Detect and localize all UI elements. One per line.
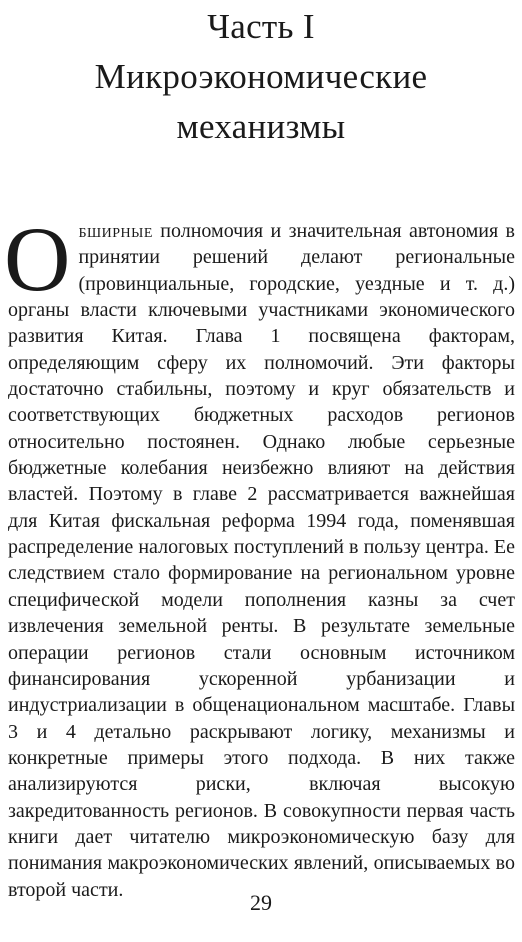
part-number: Часть I — [207, 7, 315, 46]
body-text: полномочия и значительная автономия в принятии решений делают региональные (провинциальные, городские, уездные и т. д.) органы власти ключевыми участниками экономического развития Китая. Глава 1 посвящена факторам, определяющим сферу их полномочий. Эти факторы достаточно стабильны, поэтому и круг обязательств и соответствующих бюджетных расходов регионов относительно постоянен. Однако любые серьезные бюджетные колебания неизбежно влияют на действия властей. Поэтому в главе 2 рассматривается важнейшая для Китая фискальная реформа 1994 года, поменявшая распределение налоговых поступлений в пользу центра. Ее следствием стало формирование на региональном уровне специфической модели пополнения казны за счет извлечения земельной ренты. В результате земельные операции регионов стали основным источником финансирования ускоренной урбанизации и индустриализации в общенациональном масштабе. Главы 3 и 4 детально раскрывают логику, механизмы и конкретные примеры этого подхода. В них также анализируются риски, включая высокую закредитованность регионов. В совокупности первая часть книги дает читателю микроэкономическую базу для понимания макроэкономических явлений, описываемых во второй части. — [8, 220, 515, 901]
part-heading — [0, 2, 522, 152]
page-number: 29 — [250, 890, 272, 915]
part-title-line-2: механизмы — [176, 107, 346, 146]
part-title-line-1: Микроэкономические — [94, 57, 428, 96]
first-word-small-caps: бширные — [78, 220, 153, 242]
drop-cap: О — [4, 208, 71, 310]
body-paragraph — [4, 208, 515, 903]
